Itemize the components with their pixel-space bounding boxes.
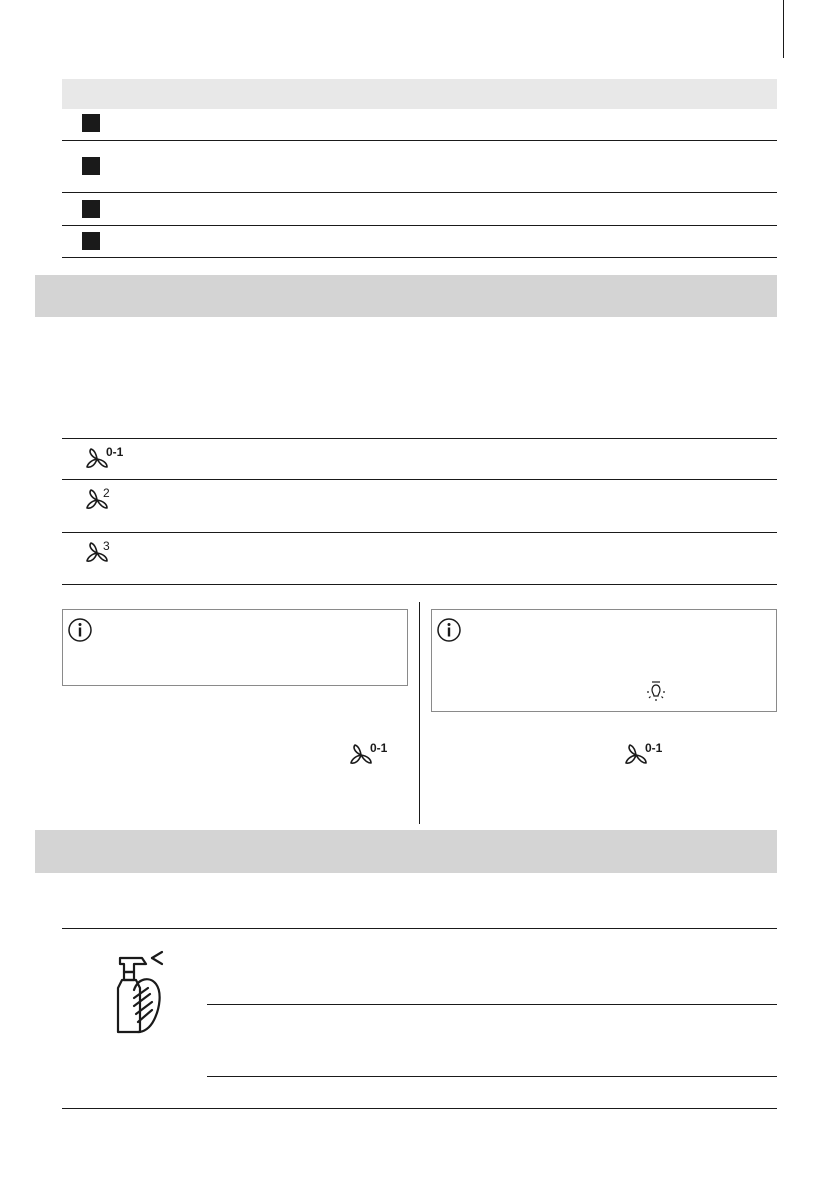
inline-fan-icon bbox=[623, 741, 677, 772]
fan-icon bbox=[84, 539, 124, 565]
fan-icon bbox=[623, 741, 677, 767]
info-icon bbox=[67, 617, 93, 643]
fan-speed-label: 2 bbox=[103, 486, 110, 500]
table-divider bbox=[62, 584, 777, 585]
crop-mark bbox=[783, 0, 784, 58]
table-header bbox=[62, 79, 777, 109]
fan-speed-row bbox=[84, 539, 124, 570]
table-divider bbox=[62, 1108, 777, 1109]
fan-icon bbox=[84, 486, 124, 512]
info-icon bbox=[436, 617, 462, 643]
light-bulb-icon bbox=[644, 680, 668, 704]
square-marker-icon bbox=[82, 114, 100, 132]
fan-speed-label: 3 bbox=[103, 539, 110, 553]
square-marker-icon bbox=[82, 232, 100, 250]
section-heading-bar bbox=[35, 275, 777, 317]
table-divider bbox=[62, 192, 777, 193]
table-divider bbox=[207, 1076, 777, 1077]
table-divider bbox=[62, 532, 777, 533]
fan-speed-label: 0-1 bbox=[645, 741, 663, 755]
inline-fan-icon bbox=[348, 741, 402, 772]
info-note-box bbox=[431, 609, 777, 712]
fan-speed-row bbox=[84, 486, 124, 517]
column-divider bbox=[419, 602, 420, 824]
fan-speed-label: 0-1 bbox=[370, 741, 388, 755]
table-divider bbox=[62, 257, 777, 258]
fan-icon bbox=[348, 741, 402, 767]
table-divider bbox=[62, 479, 777, 480]
fan-speed-row bbox=[84, 445, 138, 476]
table-divider bbox=[62, 438, 777, 439]
square-marker-icon bbox=[82, 200, 100, 218]
table-divider bbox=[62, 225, 777, 226]
fan-speed-label: 0-1 bbox=[106, 445, 124, 459]
fan-icon bbox=[84, 445, 138, 471]
section-heading-bar bbox=[35, 830, 777, 873]
square-marker-icon bbox=[82, 157, 100, 175]
table-divider bbox=[207, 1004, 777, 1005]
table-divider bbox=[62, 928, 777, 929]
table-divider bbox=[62, 140, 777, 141]
info-note-box bbox=[62, 609, 408, 686]
spray-and-cloth-icon bbox=[104, 948, 164, 1034]
